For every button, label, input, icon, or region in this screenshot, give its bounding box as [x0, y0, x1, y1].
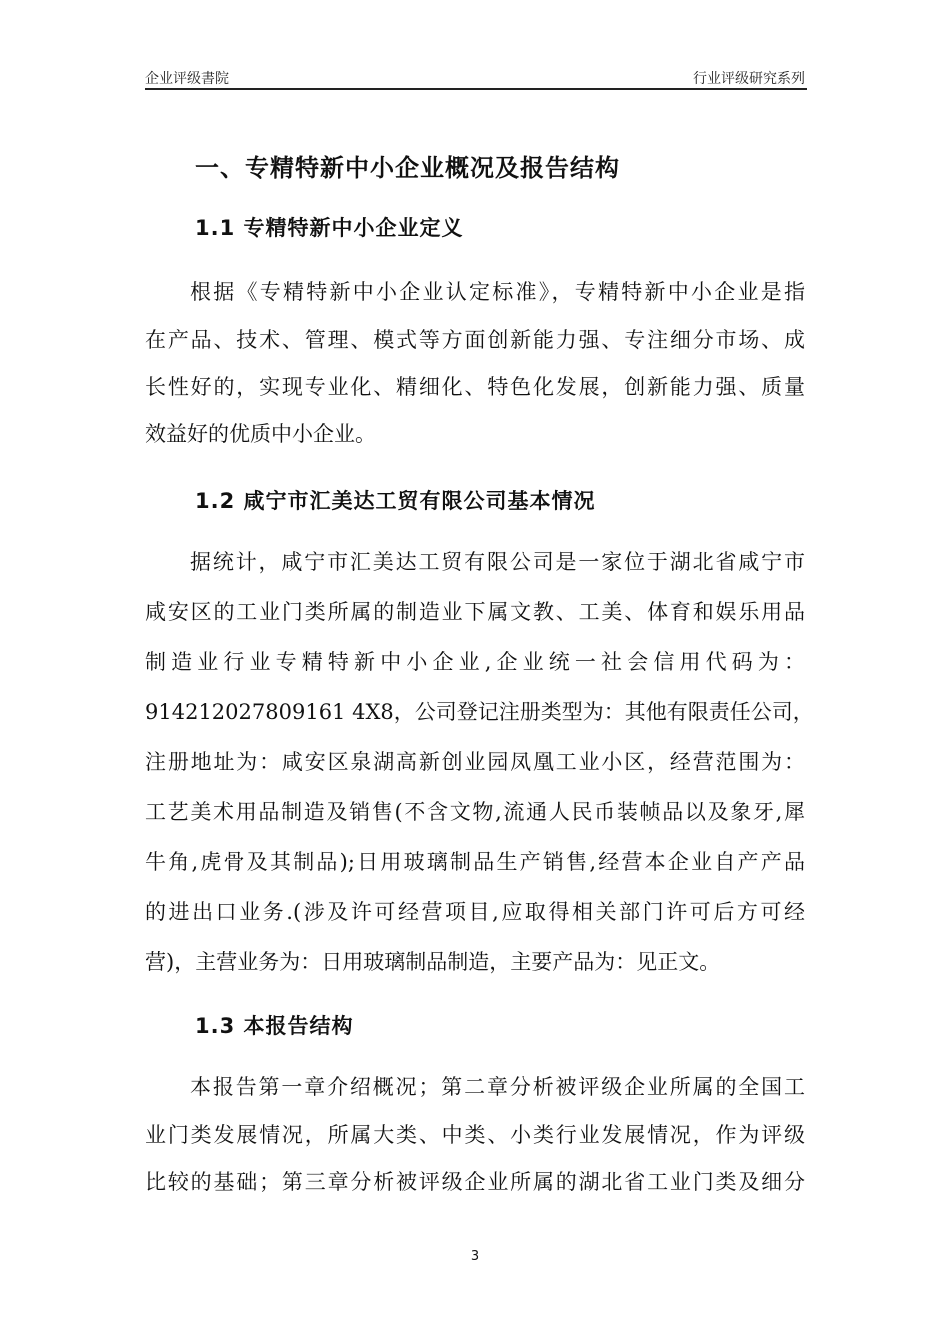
header-left-title: 企业评级書院 — [145, 71, 229, 87]
paragraph-line: 根据《专精特新中小企业认定标准》，专精特新中小企业是指 — [190, 280, 805, 304]
paragraph-line: 制造业行业专精特新中小企业,企业统一社会信用代码为： — [145, 650, 805, 674]
paragraph-line: 比较的基础；第三章分析被评级企业所属的湖北省工业门类及细分 — [145, 1170, 805, 1194]
header-rule — [145, 88, 807, 90]
paragraph-line: 本报告第一章介绍概况；第二章分析被评级企业所属的全国工 — [190, 1075, 805, 1099]
paragraph-line: 效益好的优质中小企业。 — [145, 422, 376, 446]
heading-1-1: 1.1 专精特新中小企业定义 — [195, 216, 464, 240]
paragraph-line: 工艺美术用品制造及销售(不含文物,流通人民币装帧品以及象牙,犀 — [145, 800, 805, 824]
paragraph-line: 业门类发展情况，所属大类、中类、小类行业发展情况，作为评级 — [145, 1123, 805, 1147]
paragraph-line: 咸安区的工业门类所属的制造业下属文教、工美、体育和娱乐用品 — [145, 600, 805, 624]
paragraph-line: 注册地址为：咸安区泉湖高新创业园凤凰工业小区，经营范围为： — [145, 750, 805, 774]
paragraph-line: 牛角,虎骨及其制品);日用玻璃制品生产销售,经营本企业自产产品 — [145, 850, 805, 874]
paragraph-line: 长性好的，实现专业化、精细化、特色化发展，创新能力强、质量 — [145, 375, 805, 399]
page-number: 3 — [470, 1249, 480, 1264]
paragraph-line: 营)，主营业务为：日用玻璃制品制造，主要产品为：见正文。 — [145, 950, 721, 974]
paragraph-line: 的进出口业务.(涉及许可经营项目,应取得相关部门许可后方可经 — [145, 900, 805, 924]
paragraph-line: 据统计，咸宁市汇美达工贸有限公司是一家位于湖北省咸宁市 — [190, 550, 805, 574]
heading-1-2: 1.2 咸宁市汇美达工贸有限公司基本情况 — [195, 489, 596, 513]
header-right-title: 行业评级研究系列 — [693, 71, 805, 87]
paragraph-line: 在产品、技术、管理、模式等方面创新能力强、专注细分市场、成 — [145, 328, 805, 352]
heading-1-3: 1.3 本报告结构 — [195, 1014, 354, 1038]
section-title: 一、专精特新中小企业概况及报告结构 — [195, 154, 620, 182]
paragraph-line: 914212027809161 4X8，公司登记注册类型为：其他有限责任公司， — [145, 700, 814, 724]
